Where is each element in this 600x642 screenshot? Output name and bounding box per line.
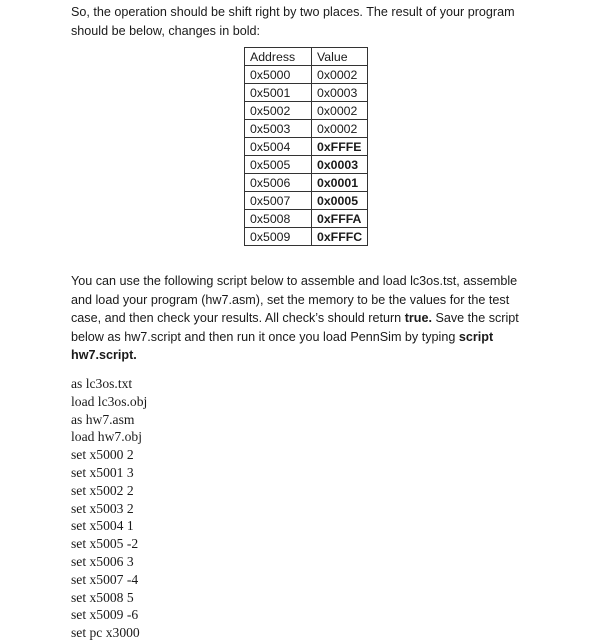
address-cell: 0x5008 [245,210,312,228]
intro-line-1: So, the operation should be shift right by two places. The result of your program [71,5,515,19]
bold-script-text: script [458,329,494,344]
script-line: set x5002 2 [71,482,134,498]
address-cell: 0x5000 [245,66,312,84]
script-line: set pc x3000 [71,625,140,641]
address-cell: 0x5002 [245,102,312,120]
table-row [245,84,368,102]
script-line: set x5008 5 [71,589,134,605]
value-cell: 0x0005 [312,192,368,210]
script-line: set x5003 2 [71,500,134,516]
script-line: load hw7.obj [71,429,142,445]
script-line: set x5006 3 [71,553,134,569]
memory-table [244,47,368,246]
instructions-paragraph [71,272,551,365]
address-cell: 0x5001 [245,84,312,102]
script-line: set x5004 1 [71,518,134,534]
value-cell: 0xFFFE [312,138,368,156]
address-cell: 0x5004 [245,138,312,156]
value-cell: 0x0003 [312,84,368,102]
table-header-row [245,48,368,66]
script-line: set x5009 -6 [71,607,139,623]
table-row [245,102,368,120]
script-line: load lc3os.obj [71,393,148,409]
address-cell: 0x5009 [245,228,312,246]
table-row [245,66,368,84]
address-cell: 0x5003 [245,120,312,138]
script-line: set x5005 -2 [71,536,139,552]
script-line: as lc3os.txt [71,376,133,391]
intro-line-2: should be below, changes in bold: [71,23,261,38]
table-row [245,174,368,192]
value-cell: 0x0002 [312,102,368,120]
address-cell: 0x5005 [245,156,312,174]
table-row [245,192,368,210]
header-value: Value [312,48,368,66]
script-line: set x5007 -4 [71,571,139,587]
value-cell: 0x0001 [312,174,368,192]
intro-paragraph [71,3,551,40]
instructions-line-2: and load your program (hw7.asm), set the memory to be the values for the test [71,292,510,307]
script-line: set x5000 2 [71,447,134,463]
script-line: set x5001 3 [71,464,134,480]
script-listing [71,375,147,642]
instructions-line-1: You can use the following script below to assemble and load lc3os.tst, assemble [71,274,518,288]
instructions-line-4a: below as hw7.script and then run it once you load PennSim by typing [71,329,459,344]
instructions-line-3b: Save the script [431,311,519,325]
address-cell: 0x5006 [245,174,312,192]
value-cell: 0x0002 [312,66,368,84]
table-row [245,156,368,174]
table-body [245,66,368,246]
value-cell: 0xFFFC [312,228,368,246]
value-cell: 0x0002 [312,120,368,138]
value-cell: 0xFFFA [312,210,368,228]
table-row [245,120,368,138]
header-address: Address [245,48,312,66]
table-row [245,210,368,228]
address-cell: 0x5007 [245,192,312,210]
instructions-line-3a: case, and then check your results. All check’s should return [71,311,405,325]
bold-script-filename: hw7.script. [71,348,137,362]
table-row [245,138,368,156]
script-line: as hw7.asm [71,411,135,427]
bold-true-text: true. [404,311,432,325]
table-row [245,228,368,246]
value-cell: 0x0003 [312,156,368,174]
